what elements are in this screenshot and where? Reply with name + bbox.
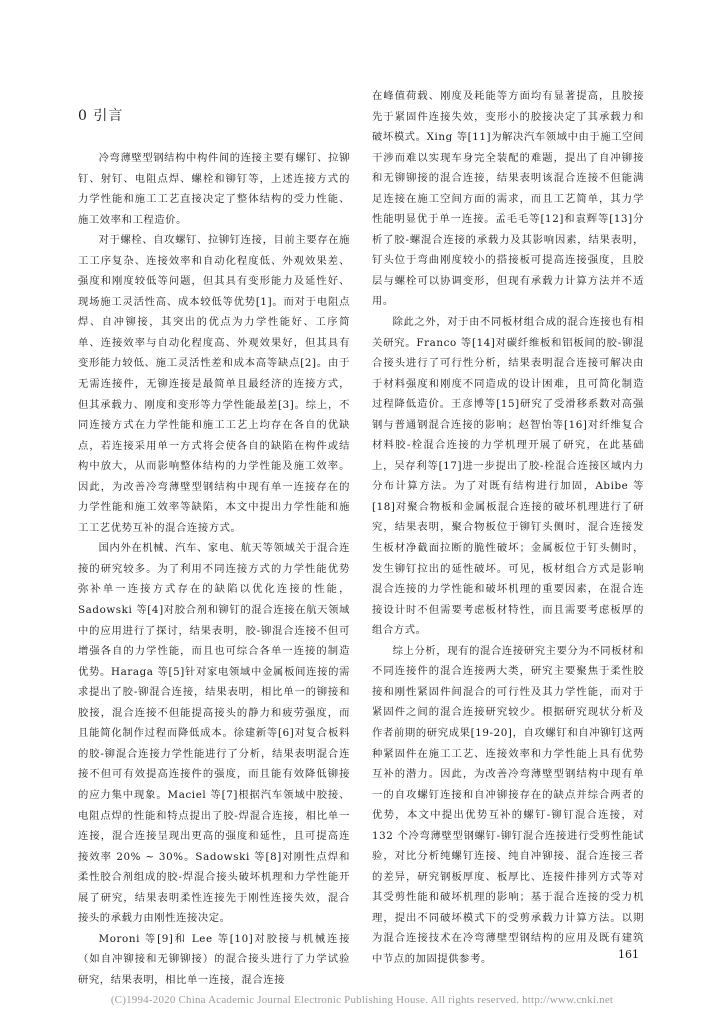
right-column <box>372 86 644 970</box>
paragraph: 综上分析，现有的混合连接研究主要分为不同板材和不同连接件的混合连接两大类，研究主要聚焦于柔性胶接和刚性紧固件间混合的可行性及其力学性能，而对于紧固件之间的混合连接研究较少。根据研究现状分析及作者前期的研究成果[19-20]，自攻螺钉和自冲铆钉这两种紧固件在施工工艺、连接效率和力学性能上具有优势互补的潜力。因此，为改善冷弯薄壁型钢结构中现有单一的自攻螺钉连接和自冲铆接存在的缺点并综合两者的优势，本文中提出优势互补的螺钉-铆钉混合连接，对 132 个冷弯薄壁型钢螺钉-铆钉混合连接进行受剪性能试验，对比分析纯螺钉连接、纯自冲铆接、混合连接三者的差异，研究钢板厚度、板厚比、连接件排列方式等对其受剪性能和破坏机理的影响；基于混合连接的受力机理，提出不同破坏模式下的受剪承载力计算方法。以期为混合连接技术在冷弯薄壁型钢结构的应用及既有建筑中节点的加固提供参考。 <box>372 644 644 965</box>
paragraph: 国内外在机械、汽车、家电、航天等领域关于混合连接的研究较多。为了利用不同连接方式的力学性能优势弥补单一连接方式存在的缺陷以优化连接的性能，Sadowski 等[4]对胶合剂和铆钉的混合连接在航天领域中的应用进行了探讨，结果表明，胶-铆混合连接不但可增强各自的力学性能，而且也可综合各单一连接的制造优势。Haraga 等[5]针对家电领域中金属板间连接的需求提出了胶-铆混合连接，结果表明，相比单一的铆接和胶接，混合连接不但能提高接头的静力和疲劳强度，而且能简化制作过程而降低成本。徐建新等[6]对复合板料的胶-铆混合连接力学性能进行了分析，结果表明混合连接不但可有效提高连接件的强度，而且能有效降低铆接的应力集中现象。Maciel 等[7]根据汽车领域中胶接、电阻点焊的性能和特点提出了胶-焊混合连接，相比单一连接，混合连接呈现出更高的强度和延性，且可提高连接效率 20% ~ 30%。Sadowski 等[8]对刚性点焊和柔性胶合剂组成的胶-焊混合接头破坏机理和力学性能开展了研究，结果表明柔性连接先于刚性连接失效，混合接头的承载力由刚性连接决定。 <box>78 542 350 925</box>
copyright-footer: (C)1994-2020 China Academic Journal Electronic Publishing House. All rights reserved. http://www.cnki.net <box>110 994 614 1006</box>
paragraph: 对于螺栓、自攻螺钉、拉铆钉连接，目前主要存在施工工序复杂、连接效率和自动化程度低、外观效果差、强度和刚度较低等问题，但其具有变形能力及延性好、现场施工灵活性高、成本较低等优势[1]。而对于电阻点焊、自冲铆接，其突出的优点为力学性能好、工序简单、连接效率与自动化程度高、外观效果好，但其具有变形能力较低、施工灵活性差和成本高等缺点[2]。由于无需连接件，无铆连接是最简单且最经济的连接方式，但其承载力、刚度和变形等力学性能最差[3]。综上，不同连接方式在力学性能和施工工艺上均存在各自的优缺点，若连接采用单一方式将会使各自的缺陷在构件或结构中放大，从而影响整体结构的力学性能及施工效率。因此，为改善冷弯薄壁型钢结构中现有单一连接存在的力学性能和施工效率等缺陷，本文中提出力学性能和施工工艺优势互补的混合连接方式。 <box>78 234 350 534</box>
paragraph: Moroni 等[9]和 Lee 等[10]对胶接与机械连接（如自冲铆接和无铆铆接）的混合接头进行了力学试验研究，结果表明，相比单一连接，混合连接 <box>78 932 350 986</box>
paragraph: 在峰值荷载、刚度及耗能等方面均有显著提高，且胶接先于紧固件连接失效，变形小的胶接决定了其承载力和破坏模式。Xing 等[11]为解决汽车领域中由于施工空间干涉而难以实现车身完全装配的难题，提出了自冲铆接和无铆铆接的混合连接，结果表明该混合连接不但能满足连接在施工空间方面的需求，而且工艺简单，其力学性能明显优于单一连接。孟毛毛等[12]和袁辉等[13]分析了胶-螺混合连接的承载力及其影响因素，结果表明，钉头位于弯曲刚度较小的搭接板可提高连接强度，且胶层与螺栓可以协调变形，但现有承载力计算方法并不适用。 <box>372 90 644 308</box>
section-heading: 0 引言 <box>78 108 124 124</box>
paragraph: 冷弯薄壁型钢结构中构件间的连接主要有螺钉、拉铆钉、射钉、电阻点焊、螺栓和铆钉等，上述连接方式的力学性能和施工工艺直接决定了整体结构的受力性能、施工效率和工程造价。 <box>78 152 350 226</box>
left-column <box>78 106 350 990</box>
page-number: 161 <box>618 948 639 961</box>
paragraph: 除此之外，对于由不同板材组合成的混合连接也有相关研究。Franco 等[14]对碳纤维板和铝板间的胶-铆混合接头进行了可行性分析，结果表明混合连接可解决由于材料强度和刚度不同造成的设计困难，且可简化制造过程降低造价。王彦博等[15]研究了受滑移系数对高强钢与普通钢混合连接的影响；赵智怡等[16]对纤维复合材料胶-栓混合连接的力学机理开展了研究，在此基础上，吴存利等[17]进一步提出了胶-栓混合连接区域内力分布计算方法。为了对既有结构进行加固，Abibe 等[18]对聚合物板和金属板混合连接的破坏机理进行了研究，结果表明，聚合物板位于铆钉头侧时，混合连接发生板材净截面拉断的脆性破坏；金属板位于钉头侧时，发生铆钉拉出的延性破坏。可见，板材组合方式是影响混合连接的力学性能和破坏机理的重要因素，在混合连接设计时不但需要考虑板材特性，而且需要考虑板厚的组合方式。 <box>372 316 644 637</box>
